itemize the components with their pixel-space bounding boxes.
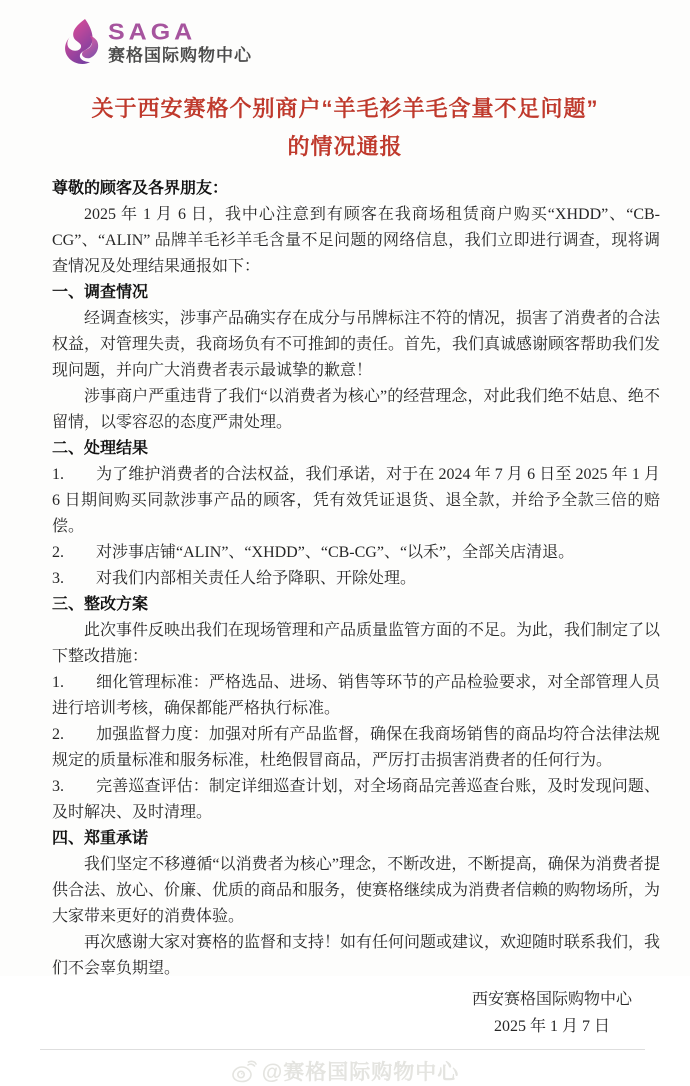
logo-brand-latin: SAGA	[108, 19, 197, 45]
item-number: 3.	[52, 778, 64, 795]
section-2-item-2	[52, 540, 660, 566]
signature-inner	[472, 986, 632, 1040]
watermark-text: @赛格国际购物中心	[261, 1061, 460, 1084]
signature-block	[0, 986, 632, 1040]
section-3-item-1	[52, 670, 660, 722]
logo-brand-chinese: 赛格国际购物中心	[108, 46, 252, 65]
item-text: 细化管理标准：严格选品、进场、销售等环节的产品检验要求，对全部管理人员进行培训考核，确保都能严格执行标准。	[52, 674, 660, 717]
salutation: 尊敬的顾客及各界朋友：	[52, 180, 229, 197]
saga-logo	[64, 18, 252, 66]
section-3-paragraph-1: 此次事件反映出我们在现场管理和产品质量监管方面的不足。为此，我们制定了以下整改措施：	[52, 622, 661, 665]
item-text: 对我们内部相关责任人给予降职、开除处理。	[96, 570, 417, 587]
section-3-heading: 三、整改方案	[52, 596, 149, 613]
weibo-icon	[231, 1059, 257, 1083]
section-1-paragraph-1: 经调查核实，涉事产品确实存在成分与吊牌标注不符的情况，损害了消费者的合法权益，对管理失责，我商场负有不可推卸的责任。首先，我们真诚感谢顾客帮助我们发现问题，并向广大消费者表示最诚挚的歉意！	[52, 310, 661, 379]
section-4-paragraph-2: 再次感谢大家对赛格的监督和支持！如有任何问题或建议，欢迎随时联系我们，我们不会辜负期望。	[52, 934, 661, 977]
item-number: 2.	[52, 726, 64, 743]
section-3-item-3	[52, 774, 660, 826]
announcement-body	[52, 176, 660, 982]
section-1-heading: 一、调查情况	[52, 284, 149, 301]
section-3-item-2	[52, 722, 660, 774]
section-2-item-1	[52, 462, 660, 540]
page-title-line2: 的情况通报	[287, 134, 403, 159]
item-text: 加强监督力度：加强对所有产品监督，确保在我商场销售的商品均符合法律法规规定的质量标准和服务标准，杜绝假冒商品，严厉打击损害消费者的任何行为。	[52, 726, 660, 769]
intro-paragraph: 2025 年 1 月 6 日，我中心注意到有顾客在我商场租赁商户购买“XHDD”、“CB-CG”、“ALIN” 品牌羊毛衫羊毛含量不足问题的网络信息，我们立即进行调查，现将调查情况及处理结果通报如下：	[52, 206, 660, 275]
item-number: 2.	[52, 544, 64, 561]
item-text: 为了维护消费者的合法权益，我们承诺，对于在 2024 年 7 月 6 日至 2025 年 1 月 6 日期间购买同款涉事产品的顾客，凭有效凭证退货、退全款，并给予全款三倍的赔偿。	[52, 466, 660, 535]
section-2-item-3	[52, 566, 660, 592]
page-title-line1: 关于西安赛格个别商户“羊毛衫羊毛含量不足问题”	[91, 96, 599, 121]
section-4-paragraph-1: 我们坚定不移遵循“以消费者为核心”理念，不断改进，不断提高，确保为消费者提供合法、放心、价廉、优质的商品和服务，使赛格继续成为消费者信赖的购物场所，为大家带来更好的消费体验。	[52, 856, 661, 925]
section-1-paragraph-2: 涉事商户严重违背了我们“以消费者为核心”的经营理念，对此我们绝不姑息、绝不留情，以零容忍的态度严肃处理。	[52, 388, 660, 431]
footer-divider	[40, 1049, 645, 1050]
item-text: 完善巡查评估：制定详细巡查计划，对全场商品完善巡查台账，及时发现问题、及时解决、及时清理。	[52, 778, 660, 821]
item-text: 对涉事店铺“ALIN”、“XHDD”、“CB-CG”、“以禾”，全部关店清退。	[96, 544, 575, 561]
section-2-heading: 二、处理结果	[52, 440, 149, 457]
logo-text	[108, 20, 252, 64]
signature-date: 2025 年 1 月 7 日	[493, 1018, 610, 1035]
section-4-heading: 四、郑重承诺	[52, 830, 149, 847]
signature-name: 西安赛格国际购物中心	[471, 991, 632, 1008]
item-number: 1.	[52, 674, 64, 691]
saga-flame-icon	[64, 18, 102, 66]
item-number: 1.	[52, 466, 64, 483]
weibo-watermark	[0, 1056, 690, 1086]
item-number: 3.	[52, 570, 64, 587]
